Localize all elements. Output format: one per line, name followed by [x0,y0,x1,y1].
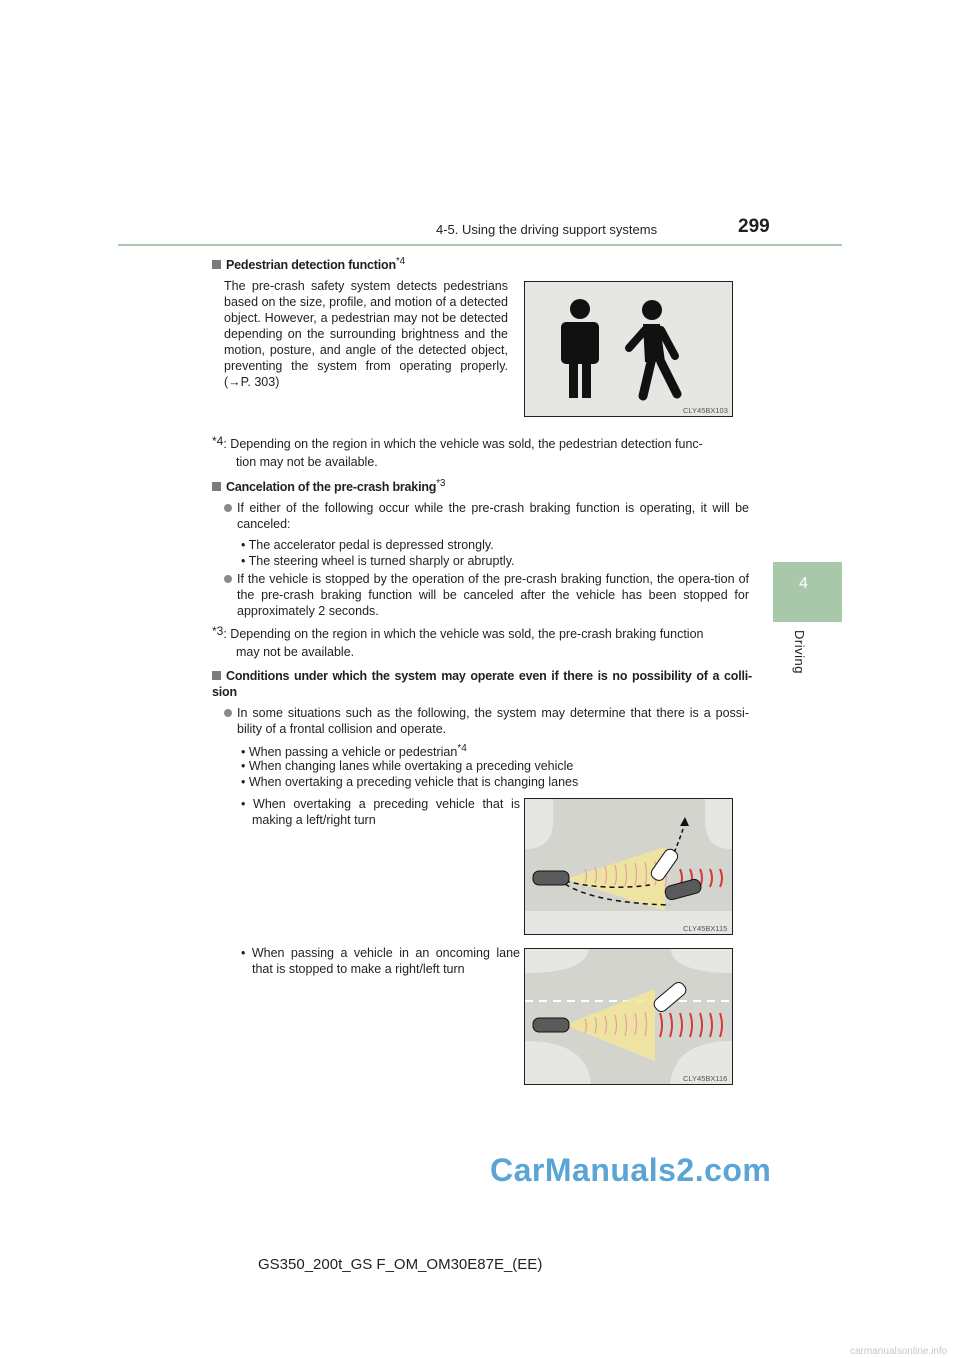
watermark-footer: carmanualsonline.info [850,1346,948,1357]
figure-code: CLY45BX103 [683,406,728,415]
footnote-3: *3: Depending on the region in which the vehicle was sold, the pre-crash braking function [212,624,704,641]
cancelation-heading: Cancelation of the pre-crash braking$^{*3}$ [212,478,445,494]
bullet-dot-icon [224,575,232,583]
page-number: 299 [738,216,770,237]
chapter-number: 4 [799,575,808,592]
footnote-ref: *4 [395,256,405,267]
section-square-icon [212,671,221,680]
pedestrian-body: The pre-crash safety system detects pedestrians based on the size, profile, and motion of a detected object. However, a pedestrian may not be detected depending on the surrounding brightness and the motion, posture, and angle of the detected object, preventing the system from operating properly. (→P. 303) [224,279,508,389]
own-car-icon [533,871,569,885]
pedestrian-heading: Pedestrian detection function$^{*4}$ [212,256,405,272]
cancelation-bullet-2: If the vehicle is stopped by the operation of the pre-crash braking function, the opera-tion of the pre-crash braking function will be canceled after the vehicle has been stopped for approximately 2 seconds. [237,571,749,619]
section-square-icon [212,260,221,269]
watermark-logo: CarManuals2.com [490,1152,772,1188]
figure-code: CLY45BX115 [683,924,728,933]
conditions-sub-1: • When passing a vehicle or pedestrian$^{*4}$ [241,743,467,760]
pedestrian-figure [524,281,733,417]
document-code: GS350_200t_GS F_OM_OM30E87E_(EE) [258,1256,543,1273]
chapter-label: Driving [792,630,807,674]
own-car-icon [533,1018,569,1032]
oncoming-turn-illustration [525,949,732,1084]
overtaking-turn-illustration [525,799,732,934]
cancelation-bullet-1: If either of the following occur while the pre-crash braking function is operating, it will be canceled: [237,500,749,532]
footnote-ref: *3 [436,478,446,489]
pedestrian-illustration [525,282,732,416]
conditions-bullet-1: In some situations such as the following, the system may determine that there is a possi-bility of a frontal collision and operate. [237,705,749,737]
conditions-sub-2: • When changing lanes while overtaking a preceding vehicle [241,759,574,773]
standing-person-icon [561,299,599,398]
footnote-ref: *4 [457,743,467,754]
walking-person-icon [629,300,677,396]
conditions-sub-5: • When passing a vehicle in an oncoming lane that is stopped to make a right/left turn [241,946,520,976]
bullet-dot-icon [224,709,232,717]
conditions-sub-3: • When overtaking a preceding vehicle that is changing lanes [241,775,579,789]
header-rule [118,244,842,246]
footnote-4: *4: Depending on the region in which the vehicle was sold, the pedestrian detection func- [212,434,703,451]
section-title: 4-5. Using the driving support systems [436,222,658,237]
oncoming-turn-figure [524,948,733,1085]
section-square-icon [212,482,221,491]
conditions-sub-4: • When overtaking a preceding vehicle that is making a left/right turn [241,797,520,827]
bullet-dot-icon [224,504,232,512]
footnote-4-cont: tion may not be available. [236,455,378,469]
footnote-3-cont: may not be available. [236,645,355,659]
overtaking-turn-figure [524,798,733,935]
figure-code: CLY45BX116 [683,1074,728,1083]
conditions-heading: Conditions under which the system may operate even if there is no possibility of a colli-sion [212,669,752,699]
cancelation-sub-2: • The steering wheel is turned sharply or abruptly. [241,554,515,568]
cancelation-sub-1: • The accelerator pedal is depressed strongly. [241,538,494,552]
